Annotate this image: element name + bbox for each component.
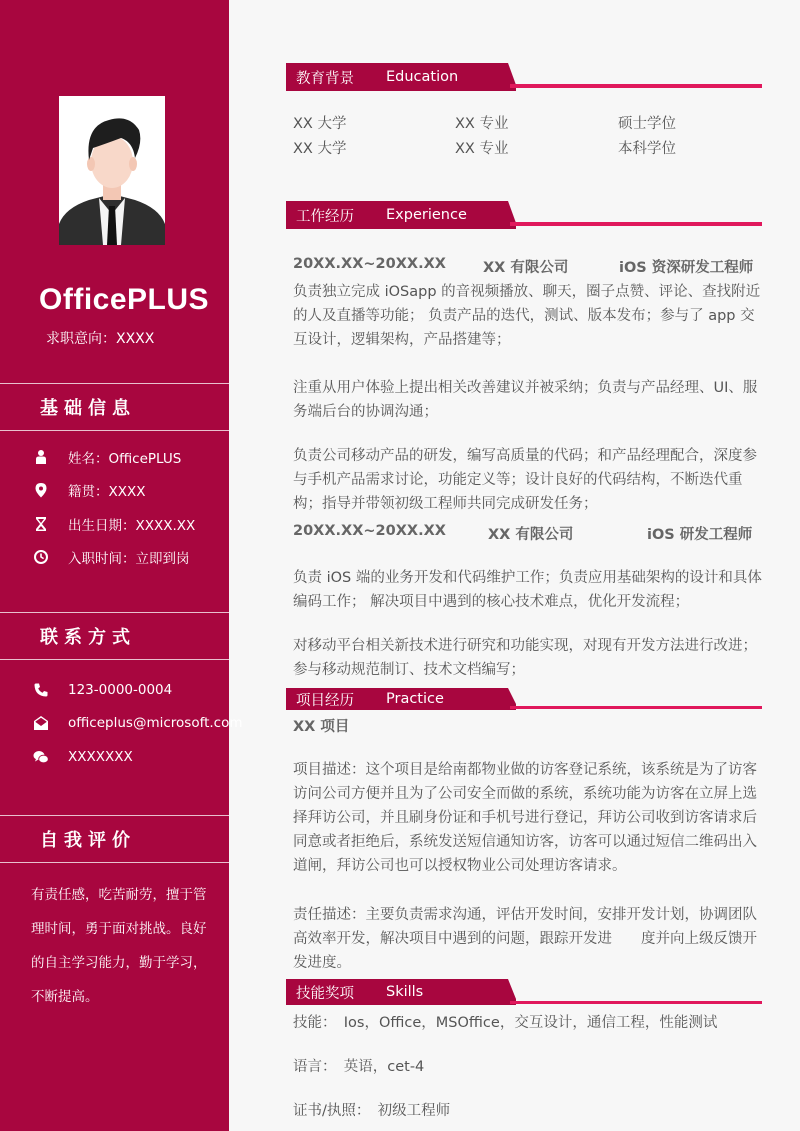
section-rule [510,84,762,88]
skills-list: 技能： Ios，Office，MSOffice，交互设计，通信工程，性能测试 [293,1015,718,1031]
person-icon [32,448,50,466]
basic-row-birth: 出生日期：XXXX.XX [32,513,195,535]
contact-heading: 联系方式 [0,612,229,660]
basic-row-origin: 籍贯：XXXX [32,479,146,501]
profile-photo [59,96,165,245]
job-desc-5: 对移动平台相关新技术进行研究和功能实现，对现有开发方法进行改进；参与移动规范制订、技术文档编写； [293,638,757,678]
section-education [286,63,762,93]
self-eval-text: 有责任感，吃苦耐劳，擅于管理时间，勇于面对挑战。良好的自主学习能力，勤于学习，不断提高。 [31,887,207,1005]
sidebar [0,0,243,1131]
job-desc-2: 注重从用户体验上提出相关改善建议并被采纳；负责与产品经理、UI、服务端后台的协调沟通； [293,380,758,420]
project-duty: 责任描述：主要负责需求沟通，评估开发时间，安排开发计划，协调团队高效率开发，解决项目中遇到的问题，跟踪开发进 度并向上级反馈开发进度。 [293,907,757,971]
project-name: XX 项目 [293,719,350,735]
project-desc: 项目描述：这个项目是给南都物业做的访客登记系统，该系统是为了访客访问公司方便并且为了公司安全而做的系统，系统功能为访客在立屏上选择拜访公司，并且刷身份证和手机号进行登记，拜访公司收到访客请求后同意或者拒绝后，系统发送短信通知访客，访客可以通过短信二维码出入道闸，拜访公司也可以授权物业公司处理访客请求。 [293,762,757,874]
section-experience [286,201,762,231]
location-pin-icon [32,481,50,499]
basic-row-start: 入职时间：立即到岗 [32,546,190,568]
clock-icon [32,548,50,566]
job-desc-3: 负责公司移动产品的研发，编写高质量的代码；和产品经理配合，深度参与手机产品需求讨论，功能定义等；设计良好的代码结构，不断迭代重构；指导并带领初级工程师共同完成研发任务； [293,448,757,512]
section-practice [286,688,762,718]
section-skills [286,979,762,1009]
section-tab: 项目经历 Practice [286,688,502,710]
job-desc-1: 负责独立完成 iOSapp 的音视频播放、聊天，圈子点赞、评论、查找附近的人及直播等功能； 负责产品的迭代，测试、版本发布；参与了 app 交互设计，逻辑架构，产品搭建等； [293,284,761,348]
hourglass-icon [32,515,50,533]
email-icon [32,714,50,732]
certificate-list: 证书/执照： 初级工程师 [293,1103,451,1119]
basic-info-heading: 基础信息 [0,383,229,431]
job-intent: 求职意向：XXXX [46,331,155,347]
contact-row-wechat: XXXXXXX [32,746,133,768]
basic-row-name: 姓名：OfficePLUS [32,446,181,468]
job-desc-4: 负责 iOS 端的业务开发和代码维护工作；负责应用基础架构的设计和具体编码工作； 解决项目中遇到的核心技术难点，优化开发流程； [293,570,762,610]
section-tab: 工作经历 Experience [286,201,502,229]
resume-page: OfficePLUS 求职意向：XXXX 基础信息 姓名：OfficePLUS 籍贯：XXXX 出生日期：XXXX.XX 入职时间：立即到岗 联系方式 123-0000-0004 officeplus@microsoft.com XXXXXXX 自我评价 有责任感，吃苦耐劳，擅于管理时间，勇于面对挑战。良好的自主学习能力，勤于学习，不断提高。 教育背景 Education XX 大学 XX 专业 硕士学位 XX 大学 XX 专业 本科学位 工作经历 Experience 20XX.XX~20XX.XX XX 有限公司 iOS 资深研发工程师 负责独立完成 iOSapp 的音视频播放、聊天，圈子点赞、评论、查找附近的人及直播等功能； 负责产品的迭代，测试、版本发布；参与了 app 交互设计，逻辑架构，产品搭建等； 注重从用户体验上提出相关改善建议并被采纳；负责与产品经理、UI、服务端后台的协调沟通； 负责公司移动产品的研发，编写高质量的代码；和产品经理配合，深度参与手机产品需求讨论，功能定义等；设计良好的代码结构，不断迭代重构；指导并带领初级工程师共同完成研发任务； 20XX.XX~20XX.XX XX 有限公司 iOS 研发工程师 负责 iOS 端的业务开发和代码维护工作；负责应用基础架构的设计和具体编码工作； 解决项目中遇到的核心技术难点，优化开发流程； 对移动平台相关新技术进行研究和功能实现，对现有开发方法进行改进；参与移动规范制订、技术文档编写； 项目经历 Practice XX 项目 项目描述：这个项目是给南都物业做的访客登记系统，该系统是为了访客访问公司方便并且为了公司安全而做的系统，系统功能为访客在立屏上选择拜访公司，并且刷身份证和手机号进行登记，拜访公司收到访客请求后同意或者拒绝后，系统发送短信通知访客，访客可以通过短信二维码出入道闸，拜访公司也可以授权物业公司处理访客请求。 责任描述：主要负责需求沟通，评估开发时间，安排开发计划，协调团队高效率开发，解决项目中遇到的问题，跟踪开发进 度并向上级反馈开发进度。 技能奖项 Skills 技能： Ios，Office，MSOffice，交互设计，通信工程，性能测试 语言： 英语，cet-4 证书/执照： 初级工程师 [0,0,800,1131]
self-eval-heading: 自我评价 [0,815,229,863]
contact-row-email: officeplus@microsoft.com [32,712,243,734]
contact-row-phone: 123-0000-0004 [32,679,172,701]
section-tab: 技能奖项 Skills [286,979,502,1005]
section-rule [510,706,762,709]
section-tab: 教育背景 Education [286,63,502,91]
wechat-icon [32,748,50,766]
language-list: 语言： 英语，cet-4 [293,1059,425,1075]
section-rule [510,222,762,226]
section-rule [510,1001,762,1004]
candidate-name: OfficePLUS [39,283,210,316]
phone-icon [32,681,50,699]
